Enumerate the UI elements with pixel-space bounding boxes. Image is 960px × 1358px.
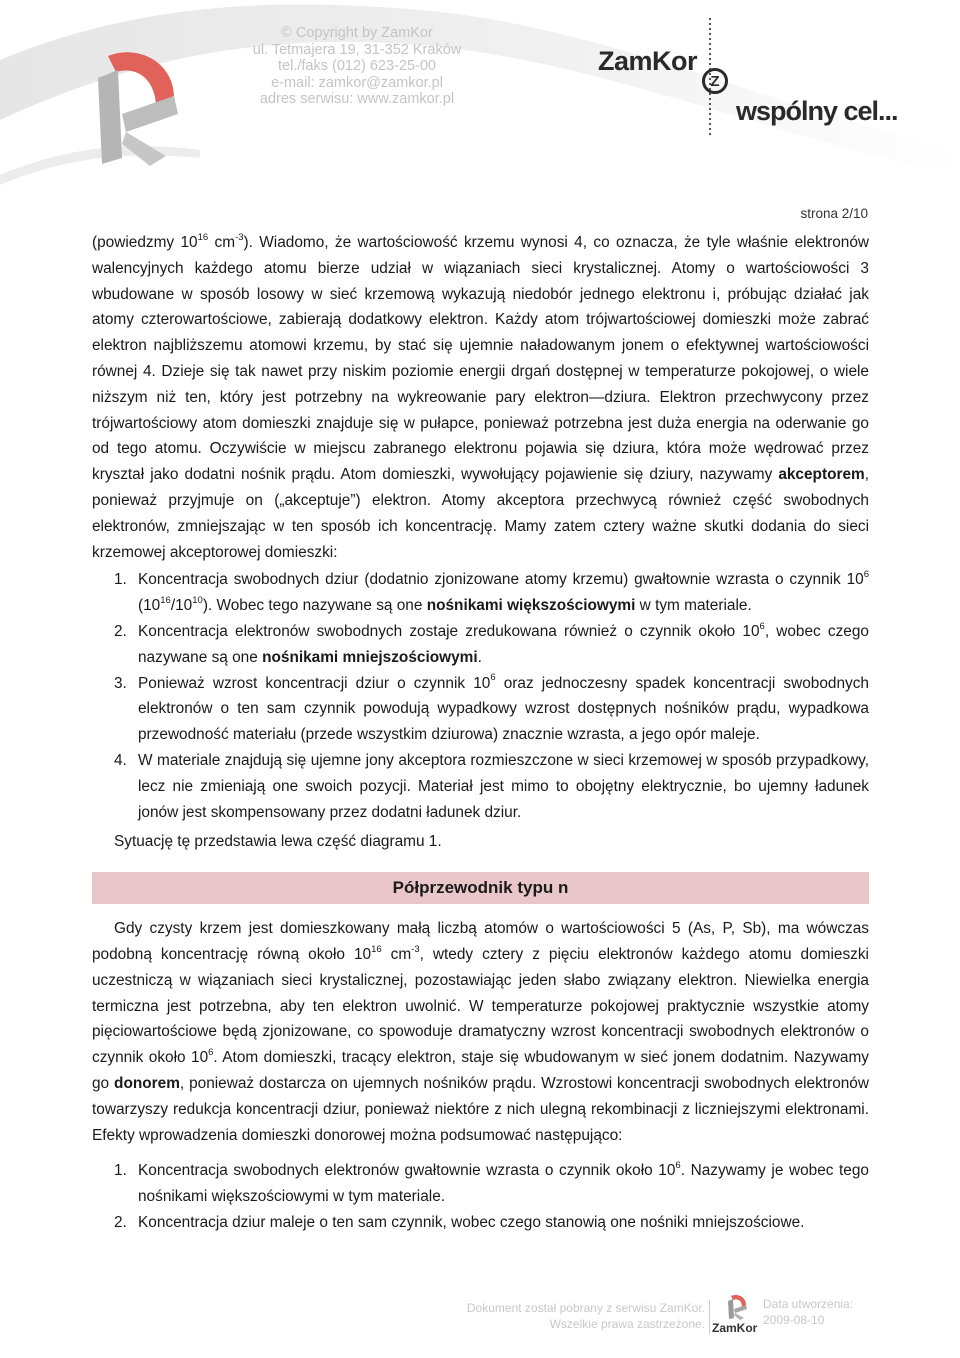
n-type-paragraph: Gdy czysty krzem jest domieszkowany małą liczbą atomów o wartościowości 5 (As, P, Sb), ma wówczas podobną koncentrację równą około $10^{16}$ $cm^{-3}$, wtedy cztery z pięciu elektronów każdego atomu domieszki uczestniczą w wiązaniach sieci krystalicznej, pozostawiając jeden słabo związany elektron. Niewielka energia termiczna jest potrzebna, aby ten elektron uwolnić. W temperaturze pokojowej praktycznie wszystkie atomy pięciowartościowe będą zjonizowane, co spowoduje dramatyczny wzrost koncentracji swobodnych elektronów o czynnik około $10^6$. Atom domieszki, tracący elektron, staje się wbudowanym w sieć jonem dodatnim. Nazywamy go donorem, ponieważ dostarcza on ujemnych nośników prądu. Wzrostowi koncentracji swobodnych elektronów towarzyszy redukcja koncentracji dziur, ponieważ niektóre z nich ulegną rekombinacji z liczniejszymi elektronami. Efekty wprowadzenia domieszki donorowej można podsumować następująco:	[92, 920, 869, 1144]
website-line[interactable]: adres serwisu: www.zamkor.pl	[259, 91, 455, 107]
date-label: Data utworzenia:	[763, 1297, 854, 1311]
page-header	[0, 0, 960, 200]
email-line[interactable]: e-mail: zamkor@zamkor.pl	[271, 74, 443, 91]
list-item: 2. Koncentracja elektronów swobodnych zostaje zredukowana również o czynnik około $10^6$, wobec czego nazywane są one nośnikami mniejszościowymi.	[114, 620, 869, 666]
term-akceptor: akceptorem	[778, 466, 865, 484]
list-item: 3. Ponieważ wzrost koncentracji dziur o czynnik $10^6$ oraz jednoczesny spadek koncentracji swobodnych elektronów o ten sam czynnik powodują wypadkowy wzrost dostępnych nośników prądu, wypadkowa przewodność materiału (przede wszystkim dziurowa) znacznie wzrasta, a jego opór maleje.	[114, 672, 869, 744]
footer-logo: ZamKor	[712, 1294, 762, 1336]
page-footer	[0, 1290, 960, 1350]
list-item: 1. Koncentracja swobodnych elektronów gwałtownie wzrasta o czynnik około $10^6$. Nazywamy je wobec tego nośnikami większościowymi w tym materiale.	[114, 1160, 869, 1206]
address-line: ul. Tetmajera 19, 31-352 Kraków	[252, 41, 462, 58]
diagram-reference: Sytuację tę przedstawia lewa część diagramu 1.	[114, 833, 442, 851]
section-heading: Półprzewodnik typu n	[92, 872, 869, 904]
footer-date	[763, 1296, 853, 1328]
footer-k-icon	[724, 1294, 750, 1320]
donor-effects-list	[92, 1158, 869, 1235]
footer-divider	[709, 1300, 710, 1334]
zamkor-brand-logo	[590, 18, 898, 128]
footer-notice: Dokument został pobrany z serwisu ZamKor. Wszelkie prawa zastrzeżone.	[466, 1301, 705, 1331]
phone-line: tel./faks (012) 623-25-00	[278, 58, 436, 74]
list-item: 1. Koncentracja swobodnych dziur (dodatnio zjonizowane atomy krzemu) gwałtownie wzrasta o czynnik $10^6$ $(10^{16}/10^{10})$. Wobec tego nazywane są one nośnikami większościowymi w tym materiale.	[114, 569, 869, 615]
date-value: 2009-08-10	[763, 1313, 825, 1327]
acceptor-effects-list	[92, 567, 869, 825]
document-body	[92, 230, 869, 1236]
list-item: 2. Koncentracja dziur maleje o ten sam czynnik, wobec czego stanowią one nośniki mniejszościowe.	[114, 1213, 805, 1231]
brand-tagline: wspólny cel...	[736, 96, 898, 126]
contact-info	[222, 25, 492, 108]
intro-paragraph: (powiedzmy $10^{16}$ $cm^{-3}$). Wiadomo, że wartościowość krzemu wynosi 4, co oznacza, że tyle właśnie elektronów walencyjnych każdego atomu bierze udział w wiązaniach sieci krystalicznej. Atomy o wartościowości 3 wbudowane w sposób losowy w sieć krzemową wykazują niedobór jednego elektronu i, próbując działać jak atomy czterowartościowe, zabierają dodatkowy elektron. Każdy atom trójwartościowej domieszki może zabrać elektron najbliższemu atomowi krzemu, by stać się ujemnie naładowanym jonem o efektywnej wartościowości równej 4. Dzieje się tak nawet przy niskim poziomie energii drgań dostępnej w temperaturze pokojowej, o wiele niższym niż ten, który jest potrzebny na wykreowanie pary elektron—dziura. Elektron przechwycony przez trójwartościowy atom domieszki znajduje się w pułapce, ponieważ potrzebna jest duża energia na oderwanie go od tego atomu. Oczywiście w miejscu zabranego elektronu pojawia się dziura, która może wędrować przez kryształ jako dodatni nośnik prądu. Atom domieszki, wywołujący pojawienie się dziury, nazywamy akceptorem, ponieważ przyjmuje on („akceptuje”) elektron. Atomy akceptora przechwycą również część swobodnych elektronów, zmniejszając w ten sposób ich koncentrację. Mamy zatem cztery ważne skutki dodania do sieci krzemowej akceptorowej domieszki:	[92, 231, 870, 561]
page-number: strona 2/10	[800, 206, 868, 221]
copyright-line: © Copyright by ZamKor	[281, 25, 433, 41]
zamkor-k-logo	[78, 48, 188, 168]
list-item: 4. W materiale znajdują się ujemne jony akceptora rozmieszczone w sieci krzemowej w sposób przypadkowy, lecz nie zmieniają one swoich pozycji. Materiał jest mimo to obojętny elektrycznie, bo ujemny ładunek jonów jest skompensowany przez dodatni ładunek dziur.	[114, 751, 869, 821]
brand-circle-icon: Z	[702, 68, 728, 94]
term-donor: donorem	[114, 1074, 180, 1092]
brand-name: ZamKor	[598, 46, 698, 76]
